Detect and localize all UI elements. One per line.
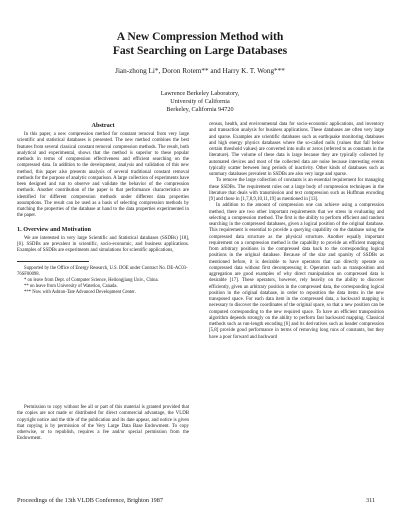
paper-title: [0, 30, 400, 57]
body-paragraph: To remove the large collection of constants is an essential requirement for managing these SSDBs. The requirement rules out a large body of compression techniques in the literature that deals with transmission and text compression such as Huffman encoding [9] and those in [1,7,8,9,10,11,19] as mentioned in [13].: [209, 178, 384, 202]
proceedings-footer: Proceedings of the 13th VLDB Conference, Brighton 1987: [17, 497, 163, 504]
body-paragraph: census, health, and environmental data for socio-economic applications, and inventory and transaction analysis for business applications. These databases are often very large and sparse. Examples are scientific databases such as earthquake monitoring databases and high energy physics databases where the so-called nulls (values that fall below certain threshold values) are converted into nulls or zeros (referred to as constants in the literature). The volume of these data is large because they are typically collected by automated devices and most of the collected data are noise because interesting events typically scatter between long periods of inactivity. Other kinds of databases such as summary databases prevalent in SSDBs are also very large and sparse.: [209, 122, 384, 177]
footnote: Supported by the Office of Energy Research, U.S. DOE under Contract No. DE-AC03-76SF00098.: [17, 266, 188, 278]
author-list: Jian-zhong Li*, Doron Rotem** and Harry K. T. Wong***: [115, 67, 285, 75]
abstract-text: In this paper, a new compression method for constant removal from very large scientific and statistical databases is presented. The new method combines the best features from several classical constant removal compression methods. The result, both analytical and experimental, shows that the method is superior to these popular methods in terms of compression effectiveness and efficient searching on the compressed data. In addition to the development, analysis and validation of this new method, this paper also presents analysis of several traditional constant removal methods for the purpose of analytic comparison. A large collection of experiments have been designed and run to observe and validate the behavior of the compression methods. Another contribution of the paper is that performance characteristics are identified for different compression methods under different data properties assumptions. The result can be used as a basis of selecting compression methods by matching the properties of the database at hand to the data properties experimented in the paper.: [17, 132, 189, 219]
affiliation-line: Berkeley, California 94720: [166, 106, 234, 113]
affiliation: [0, 90, 400, 114]
footnote: * on leave from Dept. of Computer Science, Heilongjiang Univ., China.: [24, 278, 159, 284]
left-column: [17, 122, 189, 296]
footnote-divider: [17, 261, 89, 262]
affiliation-line: Lawrence Berkeley Laboratory,: [160, 90, 240, 97]
title-line: Fast Searching on Large Databases: [112, 43, 288, 57]
abstract-heading: Abstract: [91, 122, 115, 129]
permission-notice: Permission to copy without fee all or part of this material is granted provided that the copies are not made or distributed for direct commercial advantage, the VLDB copyright notice and the title of the publication and its date appear, and notice is given that copying is by permission of the Very Large Data Base Endowment. To copy otherwise, or to republish, requires a fee and/or special permission from the Endowment.: [17, 405, 189, 442]
footnote: ** on leave from University of Waterloo, Canada.: [24, 284, 118, 290]
section-text: We are interested in very large Scientific and Statistical databases (SSDBs) [18], [6]. SSDBs are prevalent in scientific, socio-economic, and business applications. Examples of SSDBs are experiments and simulations for scientific applications,: [17, 235, 189, 253]
affiliation-line: University of California: [170, 98, 230, 105]
footnote: *** Now with Ashton-Tate Advanced Development Center.: [24, 290, 136, 296]
body-paragraph: In addition to the amount of compression one can achieve using a compression method, there are two other important requirements that we stress in evaluating and selecting a compression method. The first is the ability to perform efficient and random searching in the compressed databases, given a logical position of the original database. This requirement is essential to provide a querying capability on the database using the compressed data structure as the physical structure. Another equally important requirement on a compression method is the capability to provide an efficient mapping from arbitrary positions in the compressed data back to the corresponding logical positions in the original database. Because of the size and sparsity of SSDBs as mentioned before, it is desirable to have operators that can directly operate on compressed data without first decompressing it. Operators such as transposition and aggregation are good examples of why direct manipulation on compressed data is desirable [17]. These operators, however, rely heavily on the ability to discover efficiently, given an arbitrary position in the compressed data, the corresponding logical position in the original database, in order to reposition the data items in the new transposed space. For each data item in the compressed data, a backward mapping is necessary to discover the coordinates of the original space, so that a new position can be computed corresponding to the new required space. To have an efficient transposition algorithm depends strongly on the ability to perform fast backward mapping. Classical methods such as run-length encoding [6] and its derivatives such as header compression [5,8] provide good performance in terms of removing long runs of constants, but they have a poor forward and backward: [209, 203, 384, 340]
page-number: 311: [366, 497, 376, 504]
right-column: [209, 122, 384, 341]
title-line: A New Compression Method with: [116, 30, 284, 43]
section-heading: 1. Overview and Motivation: [17, 225, 91, 233]
